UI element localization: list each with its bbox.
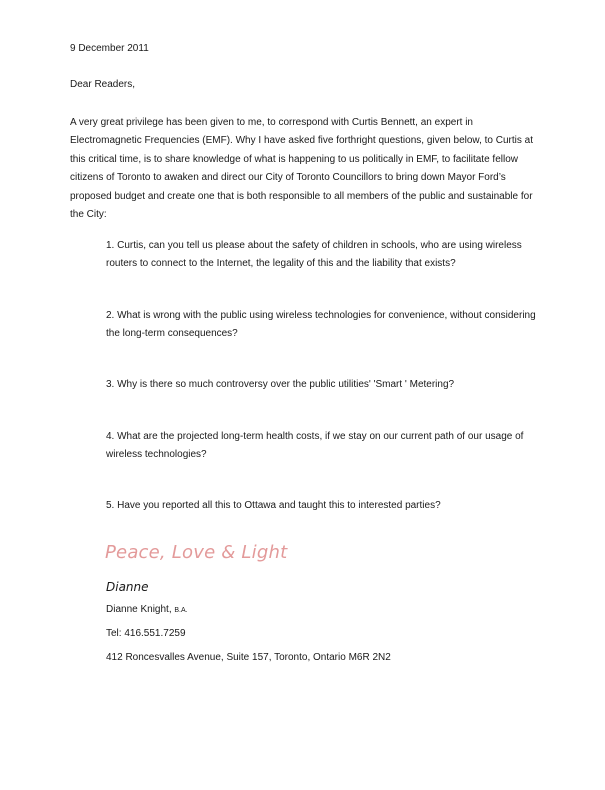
closing-phrase: Peace, Love & Light bbox=[105, 542, 288, 563]
intro-paragraph: A very great privilege has been given to me, to correspond with Curtis Bennett, an expert in Electromagnetic Frequencies (EMF). Why I have asked five forthright questions, given below, to Curtis at this critical time, is to share knowledge of what is happening to us politically in EMF, to facilitate fellow citizens of Toronto to awaken and direct our City of Toronto Councillors to bring down Mayor Ford’s proposed budget and create one that is both responsible to all members of the public and sustainable for the City: bbox=[70, 117, 533, 221]
address: 412 Roncesvalles Avenue, Suite 157, Toronto, Ontario M6R 2N2 bbox=[106, 652, 391, 663]
question-1: 1. Curtis, can you tell us please about the safety of children in schools, who are using wireless routers to connect to the Internet, the legality of this and the liability that exists? bbox=[106, 240, 522, 270]
signature: Dianne bbox=[106, 580, 149, 594]
question-4: 4. What are the projected long-term health costs, if we stay on our current path of our usage of wireless technologies? bbox=[106, 431, 524, 461]
salutation: Dear Readers, bbox=[70, 79, 136, 90]
author-degree: B.A. bbox=[174, 607, 188, 614]
question-2: 2. What is wrong with the public using wireless technologies for convenience, without considering the long-term consequences? bbox=[106, 310, 536, 340]
author-name: Dianne Knight, bbox=[106, 604, 172, 615]
telephone: Tel: 416.551.7259 bbox=[106, 628, 186, 639]
question-3: 3. Why is there so much controversy over the public utilities' 'Smart ' Metering? bbox=[106, 379, 455, 390]
letter-date: 9 December 2011 bbox=[70, 43, 149, 54]
question-5: 5. Have you reported all this to Ottawa and taught this to interested parties? bbox=[106, 500, 441, 511]
author-name-line bbox=[106, 603, 188, 618]
